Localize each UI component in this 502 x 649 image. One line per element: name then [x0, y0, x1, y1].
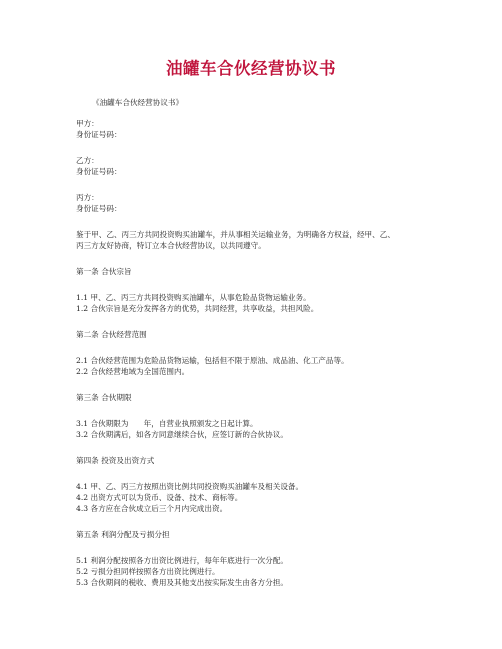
- article-5-item: 5.2 亏损分担同样按照各方出资比例进行。: [76, 567, 220, 576]
- article-4-heading: 第四条 投资及出资方式: [76, 456, 155, 465]
- document-subtitle: 《油罐车合伙经营协议书》: [92, 98, 184, 107]
- party-a-id: 身份证号码：: [76, 130, 122, 139]
- article-2-item: 2.2 合伙经营地域为全国范围内。: [76, 367, 190, 376]
- article-5-item: 5.3 合伙期间的税收、费用及其他支出按实际发生由各方分担。: [76, 578, 288, 587]
- party-a-label: 甲方：: [76, 119, 99, 128]
- article-5-heading: 第五条 利润分配及亏损分担: [76, 530, 170, 539]
- document-title: 油罐车合伙经营协议书: [166, 59, 336, 78]
- article-1-item: 1.2 合伙宗旨是充分发挥各方的优势，共同经营，共享收益，共担风险。: [76, 304, 319, 313]
- article-1-heading: 第一条 合伙宗旨: [76, 267, 132, 276]
- article-2-item: 2.1 合伙经营范围为危险品货物运输，包括但不限于原油、成品油、化工产品等。: [76, 356, 349, 365]
- article-4-item: 4.3 各方应在合伙成立后三个月内完成出资。: [76, 504, 228, 513]
- preamble-line-1: 鉴于甲、乙、丙三方共同投资购买油罐车，并从事相关运输业务，为明确各方权益，经甲、乙、: [76, 230, 395, 239]
- article-4-item: 4.1 甲、乙、丙三方按照出资比例共同投资购买油罐车及相关设备。: [76, 482, 304, 491]
- party-c-id: 身份证号码：: [76, 204, 122, 213]
- article-3-item: 3.2 合伙期满后，如各方同意继续合伙，应签订新的合伙协议。: [76, 430, 288, 439]
- article-4-item: 4.2 出资方式可以为货币、设备、技术、商标等。: [76, 493, 243, 502]
- article-3-item: 3.1 合伙期限为 年，自营业执照颁发之日起计算。: [76, 419, 258, 428]
- article-3-heading: 第三条 合伙期限: [76, 393, 132, 402]
- article-5-item: 5.1 利润分配按照各方出资比例进行，每年年底进行一次分配。: [76, 556, 288, 565]
- article-1-item: 1.1 甲、乙、丙三方共同投资购买油罐车，从事危险品货物运输业务。: [76, 293, 311, 302]
- party-b-label: 乙方：: [76, 156, 99, 165]
- party-b-id: 身份证号码：: [76, 167, 122, 176]
- article-2-heading: 第二条 合伙经营范围: [76, 330, 147, 339]
- preamble-line-2: 丙三方友好协商，特订立本合伙经营协议，以共同遵守。: [76, 241, 266, 250]
- party-c-label: 丙方：: [76, 193, 99, 202]
